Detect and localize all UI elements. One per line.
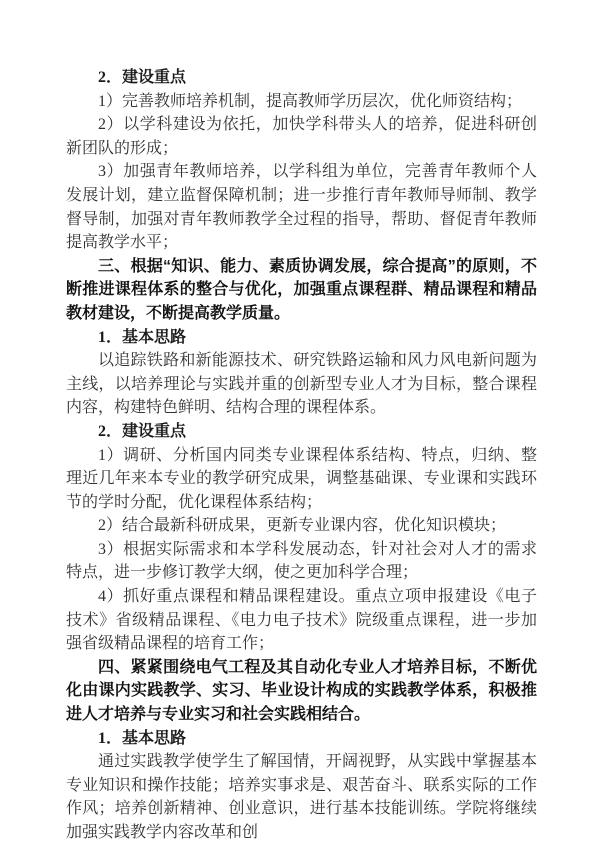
para-list-item: 2）以学科建设为依托，加快学科带头人的培养，促进科研创新团队的形成； — [66, 116, 537, 157]
para-list-item: 3）加强青年教师培养，以学科组为单位，完善青年教师个人发展计划，建立监督保障机制；进一步推行青年教师导师制、教学督导制，加强对青年教师教学全过程的指导，帮助、督促青年教师提高教学水平； — [66, 163, 537, 252]
para-list-item: 4）抓好重点课程和精品课程建设。重点立项申报建设《电子技术》省级精品课程、《电力电子技术》院级重点课程，进一步加强省级精品课程的培育工作； — [66, 588, 537, 653]
para-list-item: 3）根据实际需求和本学科发展动态，针对社会对人才的需求特点，进一步修订教学大纲，使之更加科学合理； — [66, 540, 537, 582]
para-list-item: 1）完善教师培养机制，提高教师学历层次，优化师资结构； — [98, 92, 523, 110]
para-section-heading: 四、紧紧围绕电气工程及其自动化专业人才培养目标，不断优化由课内实践教学、实习、毕业设计构成的实践教学体系，积极推进人才培养与专业实习和社会实践相结合。 — [66, 658, 537, 724]
para-subheading: 1．基本思路 — [98, 729, 187, 747]
para-list-item: 1）调研、分析国内同类专业课程体系结构、特点，归纳、整理近几年来本专业的教学研究成果，调整基础课、专业课和实践环节的学时分配，优化课程体系结构； — [66, 446, 537, 511]
para-body: 通过实践教学使学生了解国情，开阔视野，从实践中掌握基本专业知识和操作技能；培养实事求是、艰苦奋斗、联系实际的工作作风；培养创新精神、创业意识，进行基本技能训练。学院将继续加强实践教学内容改革和创 — [66, 753, 537, 841]
para-body: 以追踪铁路和新能源技术、研究铁路运输和风力风电新问题为主线，以培养理论与实践并重的创新型专业人才为目标，整合课程内容，构建特色鲜明、结构合理的课程体系。 — [66, 352, 537, 417]
para-subheading: 2．建设重点 — [98, 69, 187, 86]
para-subheading: 1．基本思路 — [98, 328, 187, 346]
para-section-heading: 三、根据“知识、能力、素质协调发展，综合提高”的原则，不断推进课程体系的整合与优化，加强重点课程群、精品课程和精品教材建设，不断提高教学质量。 — [66, 257, 537, 322]
para-list-item: 2）结合最新科研成果，更新专业课内容，优化知识模块； — [98, 517, 507, 535]
document-text-block — [66, 66, 537, 845]
para-subheading: 2．建设重点 — [98, 422, 187, 440]
